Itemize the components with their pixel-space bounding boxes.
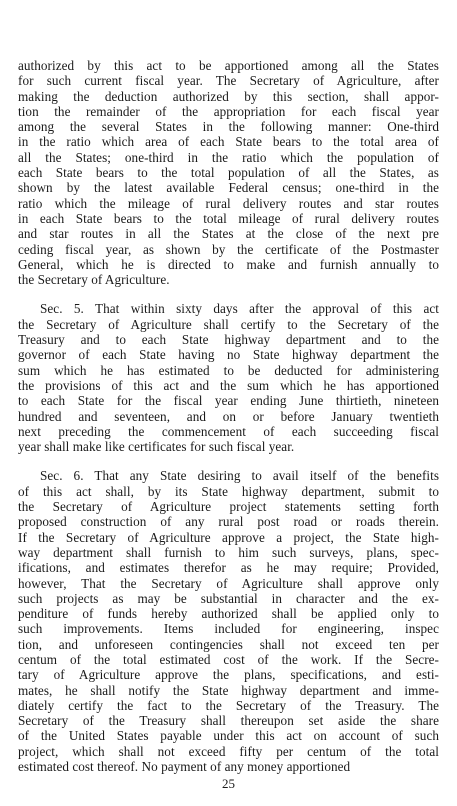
text-line: ifications, and estimates therefor as he may require; Provided, [18,560,439,576]
text-line: project, which shall not exceed fifty per centum of the total [18,743,439,759]
text-line: of this act shall, by its State highway department, submit to [18,483,439,499]
text-line [18,301,439,316]
document-page [18,58,439,774]
text-line: the Secretary of Agriculture. [18,272,170,288]
text-line: ceding fiscal year, as shown by the certificate of the Postmaster [18,241,439,257]
text-line: each State bears to the total population of all the States, as [18,165,439,181]
text-line: of the United States payable under this act on account of such [18,728,439,744]
text-line: Treasury and to each State highway department and to the [18,332,439,348]
text-line: penditure of funds hereby authorized shall be applied only to [18,606,439,622]
text-line: the Secretary of Agriculture shall certify to the Secretary of the [18,316,439,332]
text-line: shown by the latest available Federal census; one-third in the [18,180,439,196]
text-line: such projects as may be substantial in character and the ex- [18,590,439,606]
text-line: ratio which the mileage of rural delivery routes and star routes [18,195,439,211]
text-line: such improvements. Items included for engineering, inspec [18,621,439,637]
text-line: tary of Agriculture approve the plans, specifications, and esti- [18,667,439,683]
page-number: 25 [222,776,235,791]
text-line: General, which he is directed to make and furnish annually to [18,256,439,272]
text-line: year shall make like certificates for such fiscal year. [18,439,295,455]
text-line: in the ratio which area of each State bears to the total area of [18,134,439,150]
text-line: diately certify the fact to the Secretary of the Treasury. The [18,697,439,713]
paragraph-spacer [18,454,439,468]
text-line-content: Sec. 5. That within sixty days after the approval of this act [40,301,439,317]
text-line: centum of the total estimated cost of the work. If the Secre- [18,651,439,667]
paragraph-section-6 [18,468,439,774]
text-line: governor of each State having no State highway department the [18,347,439,363]
text-line: tion the remainder of the appropriation for each fiscal year [18,103,439,119]
text-line: Secretary of the Treasury shall thereupon set aside the share [18,713,439,729]
paragraph-section-5 [18,301,439,454]
text-line: next preceding the commencement of each succeeding fiscal [18,423,439,439]
text-line: mates, he shall notify the State highway department and imme- [18,682,439,698]
text-line: to each State for the fiscal year ending June thirtieth, nineteen [18,393,439,409]
paragraph-apportionment [18,58,439,287]
text-line: If the Secretary of Agriculture approve a project, the State high- [18,529,439,545]
text-line: for such current fiscal year. The Secretary of Agriculture, after [18,73,439,89]
text-line: tion, and unforeseen contingencies shall not exceed ten per [18,636,439,652]
text-line: authorized by this act to be apportioned among all the States [18,58,439,73]
text-line: estimated cost thereof. No payment of any money apportioned [18,759,351,775]
text-line-content: Sec. 6. That any State desiring to avail itself of the benefits [40,468,439,484]
text-line: making the deduction authorized by this section, shall appor- [18,88,439,104]
text-line: among the several States in the following manner: One-third [18,119,439,135]
text-line: in each State bears to the total mileage of rural delivery routes [18,210,439,226]
text-line: and star routes in all the States at the close of the next pre [18,226,439,242]
text-line: the Secretary of Agriculture project statements setting forth [18,499,439,515]
text-line [18,468,439,483]
text-line: the provisions of this act and the sum which he has apportioned [18,377,439,393]
text-line: proposed construction of any rural post road or roads therein. [18,514,439,530]
text-line: however, That the Secretary of Agriculture shall approve only [18,575,439,591]
text-line: sum which he has estimated to be deducted for administering [18,362,439,378]
text-line: way department shall furnish to him such surveys, plans, spec- [18,544,439,560]
text-line: all the States; one-third in the ratio which the population of [18,149,439,165]
text-line: hundred and seventeen, and on or before January twentieth [18,408,439,424]
paragraph-spacer [18,287,439,301]
